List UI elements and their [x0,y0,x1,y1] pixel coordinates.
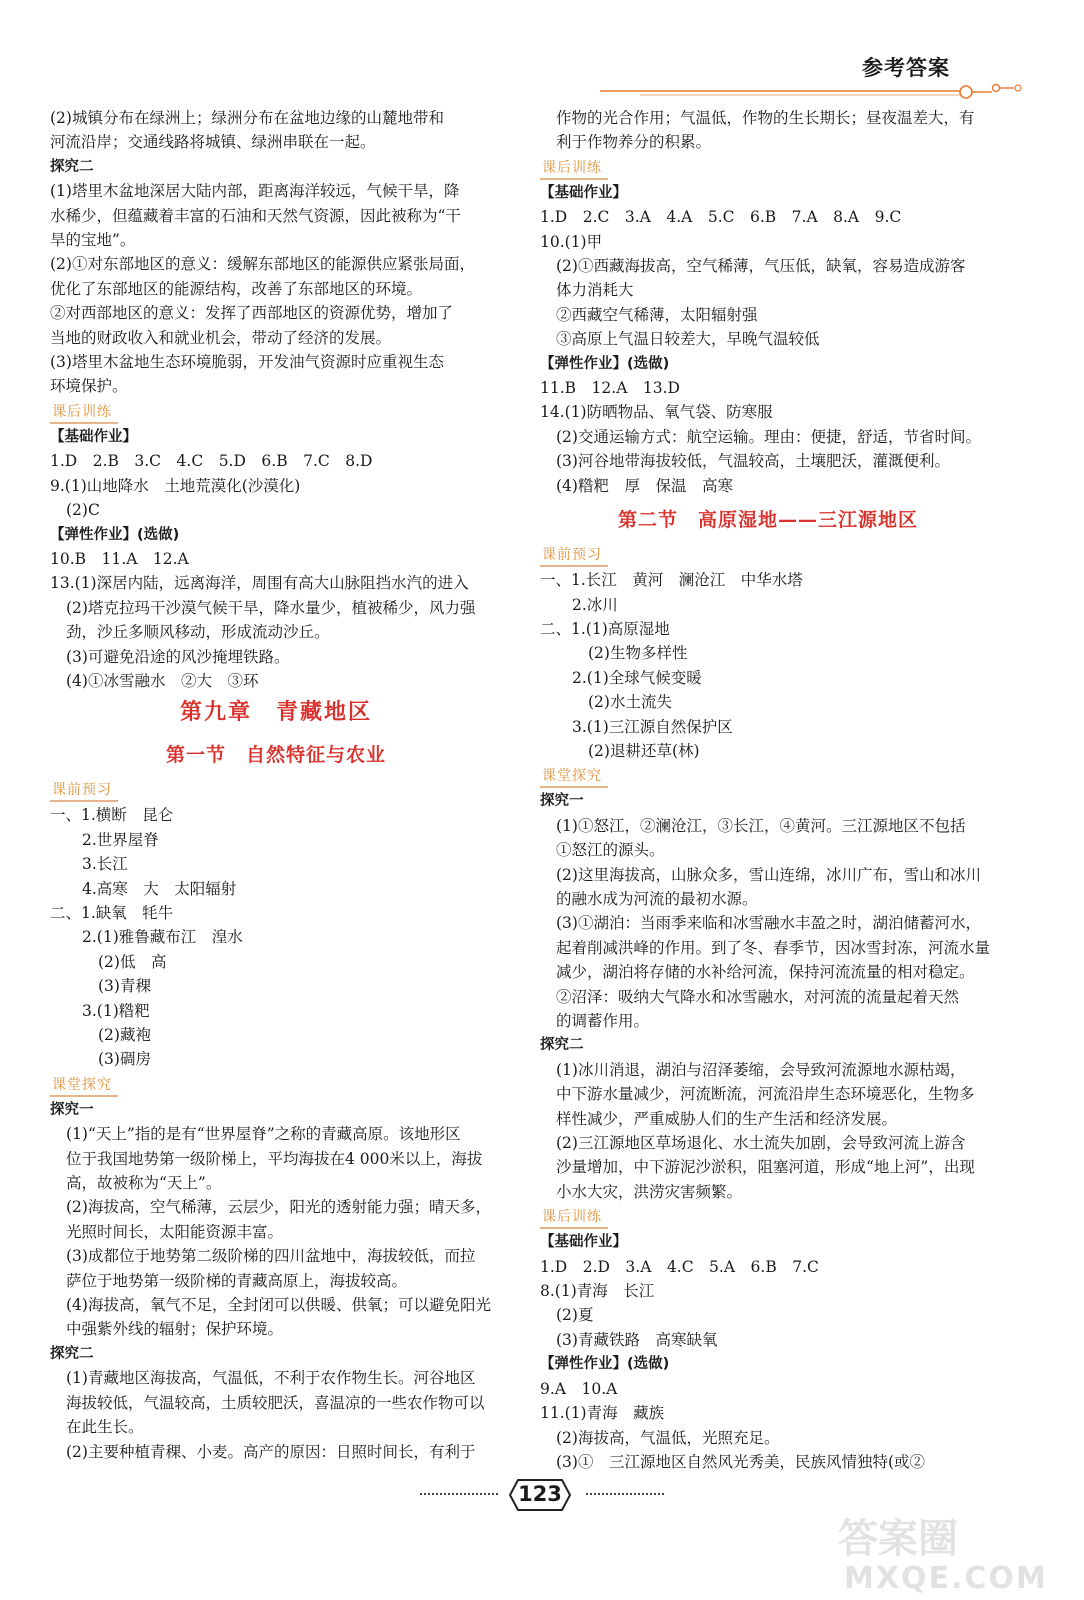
section-title: 第一节 自然特征与农业 [165,744,386,767]
subheading: 【弹性作业】(选做) [540,355,670,372]
answer-line: (4)①冰雪融水 ②大 ③环 [66,671,259,690]
answer-line: ②西藏空气稀薄，太阳辐射强 [556,305,758,324]
answer-line: 高，故被称为“天上”。 [66,1174,222,1193]
answer-line: ③高原上气温日较差大，早晚气温较低 [556,330,820,349]
answer-line: ①怒江的源头。 [556,841,665,860]
answer-line: 一、1.长江 黄河 澜沧江 中华水塔 [540,571,803,590]
answer-line: 体力消耗大 [556,281,634,300]
answer-line: 2.(1)全球气候变暖 [572,668,702,687]
answer-line: 9.(1)山地降水 土地荒漠化(沙漠化) [50,476,301,495]
right-column [540,106,996,1474]
answer-line: 3.(1)三江源自然保护区 [572,717,733,736]
section-tag-row [540,763,996,789]
page-footer [420,1476,664,1512]
subheading: 探究二 [540,1037,584,1054]
answer-line: (3)塔里木盆地生态环境脆弱，开发油气资源时应重视生态 [50,353,444,372]
section-tag-row [50,399,502,425]
header-decoration [600,80,1030,104]
subheading: 探究二 [50,1345,94,1362]
answer-line: 9.A 10.A [540,1379,618,1398]
answer-line: 3.长江 [82,855,128,874]
section-tag-row [540,1204,996,1230]
answer-line: 13.(1)深居内陆，远离海洋，周围有高大山脉阻挡水汽的进入 [50,574,469,593]
answer-line: 当地的财政收入和就业机会，带动了经济的发展。 [50,328,392,347]
section-tag-row [50,1072,502,1098]
subheading: 【基础作业】 [50,428,137,445]
answer-line: (3)可避免沿途的风沙掩埋铁路。 [66,647,290,666]
left-column [50,106,502,1464]
answer-line: ②沼泽：吸纳大气降水和冰雪融水，对河流的流量起着天然 [556,987,960,1006]
answer-line: 萨位于地势第一级阶梯的青藏高原上，海拔较高。 [66,1271,408,1290]
answer-line: (2)这里海拔高，山脉众多，雪山连绵，冰川广布，雪山和冰川 [556,865,981,884]
section-tag: 课堂探究 [50,1075,118,1097]
header-title: 参考答案 [862,56,950,80]
answer-line: (4)海拔高，氧气不足，全封闭可以供暖、供氧；可以避免阳光 [66,1296,491,1315]
answer-line: 的融水成为河流的最初水源。 [556,889,758,908]
section-tag: 课前预习 [50,780,118,802]
answer-line: (2)海拔高，气温低，光照充足。 [556,1428,780,1447]
answer-line: 1.D 2.D 3.A 4.C 5.A 6.B 7.C [540,1257,819,1276]
answer-line: 中下游水量减少，河流断流，河流沿岸生态环境恶化，生物多 [556,1085,975,1104]
answer-line: (3)①湖泊：当雨季来临和冰雪融水丰盈之时，湖泊储蓄河水， [556,914,981,933]
answer-line: (2)①对东部地区的意义：缓解东部地区的能源供应紧张局面， [50,255,475,274]
answer-line: (1)“天上”指的是有“世界屋脊”之称的青藏高原。该地形区 [66,1125,461,1144]
section-tag: 课堂探究 [540,766,608,788]
section-tag-row [540,542,996,568]
section-tag: 课后训练 [540,1207,608,1229]
answer-line: (2)藏袍 [98,1026,151,1044]
answer-line: (3)① 三江源地区自然风光秀美，民族风情独特(或② [556,1452,926,1471]
answer-line: (2)主要种植青稞、小麦。高产的原因：日照时间长，有利于 [66,1442,476,1461]
answer-line: 1.D 2.C 3.A 4.A 5.C 6.B 7.A 8.A 9.C [540,208,902,227]
answer-line: 环境保护。 [50,377,128,396]
answer-line: 中强紫外线的辐射；保护环境。 [66,1320,284,1339]
answer-line: (2)低 高 [98,952,167,971]
answer-line: 样性减少，严重威胁人们的生产生活和经济发展。 [556,1109,898,1128]
answer-line: (3)成都位于地势第二级阶梯的四川盆地中，海拔较低，而拉 [66,1247,476,1266]
section-tag: 课后训练 [540,158,608,180]
watermark-logo [830,1508,1070,1594]
answer-line: 起着削减洪峰的作用。到了冬、春季节，因冰雪封冻，河流水量 [556,938,991,957]
answer-line: 小水大灾，洪涝灾害频繁。 [556,1182,743,1201]
answer-line: (2)水土流失 [588,693,672,712]
answer-line: 优化了东部地区的能源结构，改善了东部地区的环境。 [50,279,423,298]
chapter-title: 第九章 青藏地区 [179,700,372,726]
answer-line: 1.D 2.B 3.C 4.C 5.D 6.B 7.C 8.D [50,452,373,471]
section-tag: 课后训练 [50,402,118,424]
answer-line: (2)三江源地区草场退化、水土流失加剧，会导致河流上游含 [556,1134,966,1153]
subheading: 【弹性作业】(选做) [50,526,180,543]
answer-line: (2)退耕还草(林) [588,741,700,760]
answer-line: 沙量增加，中下游泥沙淤积，阻塞河道，形成“地上河”，出现 [556,1158,975,1177]
answer-line: 河流沿岸；交通线路将城镇、绿洲串联在一起。 [50,133,376,152]
answer-line: 4.高寒 大 太阳辐射 [82,879,237,898]
answer-line: 11.B 12.A 13.D [540,379,680,398]
answer-line: (1)冰川消退，湖泊与沼泽萎缩，会导致河流源地水源枯竭， [556,1060,966,1079]
answer-line: 2.(1)雅鲁藏布江 湟水 [82,928,243,947]
answer-line: 位于我国地势第一级阶梯上，平均海拔在4 000米以上，海拔 [66,1149,483,1168]
page-number-badge [508,1478,572,1512]
answer-line: (2)城镇分布在绿洲上；绿洲分布在盆地边缘的山麓地带和 [50,109,444,127]
answer-line: (4)糌粑 厚 保温 高寒 [556,476,733,495]
subheading: 探究一 [540,793,584,810]
watermark-cn: 答案圈 [838,1516,958,1562]
section-tag-row [50,777,502,803]
answer-line: ②对西部地区的意义：发挥了西部地区的资源优势，增加了 [50,304,454,323]
answer-line: 10.B 11.A 12.A [50,549,189,568]
footer-dots-right [586,1493,664,1495]
answer-line: (2)塔克拉玛干沙漠气候干旱，降水量少，植被稀少，风力强 [66,598,476,617]
section-tag-row [540,155,996,181]
answer-line: (2)海拔高，空气稀薄，云层少，阳光的透射能力强；晴天多， [66,1198,491,1217]
answer-line: 海拔较低，气温较高，土质较肥沃，喜温凉的一些农作物可以 [66,1393,485,1412]
subheading: 【基础作业】 [540,184,627,201]
subheading: 探究一 [50,1101,94,1118]
answer-line: (2)交通运输方式：航空运输。理由：便捷，舒适，节省时间。 [556,427,981,446]
answer-line: 14.(1)防晒物品、氧气袋、防寒服 [540,403,773,422]
answer-line: (2)生物多样性 [588,644,688,663]
answer-line: 劲，沙丘多顺风移动，形成流动沙丘。 [66,623,330,642]
answer-line: 一、1.横断 昆仑 [50,806,174,825]
answer-line: (3)青稞 [98,977,151,996]
answer-line: (2)C [66,501,100,520]
subheading: 【基础作业】 [540,1234,627,1251]
page-number: 123 [518,1482,562,1506]
answer-line: 的调蓄作用。 [556,1012,650,1030]
answer-line: 10.(1)甲 [540,232,603,251]
answer-line: 减少，湖泊将存储的水补给河流，保持河流流量的相对稳定。 [556,963,975,982]
answer-line: 二、1.(1)高原湿地 [540,619,670,638]
answer-line: 二、1.缺氧 牦牛 [50,903,174,922]
answer-line: 11.(1)青海 藏族 [540,1404,665,1423]
answer-line: (3)河谷地带海拔较低，气温较高，土壤肥沃，灌溉便利。 [556,452,950,471]
subheading: 【弹性作业】(选做) [540,1356,670,1373]
subheading: 探究二 [50,158,94,175]
answer-line: (1)①怒江，②澜沧江，③长江，④黄河。三江源地区不包括 [556,816,966,835]
section-tag: 课前预习 [540,545,608,567]
answer-line: 光照时间长，太阳能资源丰富。 [66,1222,284,1241]
answer-line: 2.世界屋脊 [82,830,159,849]
answer-line: (3)青藏铁路 高寒缺氧 [556,1330,718,1349]
answer-line: 水稀少，但蕴藏着丰富的石油和天然气资源，因此被称为“干 [50,206,461,225]
answer-line: 旱的宝地”。 [50,231,136,250]
answer-line: (2)夏 [556,1306,594,1325]
answer-line: 2.冰川 [572,595,618,614]
answer-line: 利于作物养分的积累。 [556,133,712,152]
answer-line: 3.(1)糌粑 [82,1001,150,1020]
answer-line: 在此生长。 [66,1418,144,1437]
answer-line: (1)塔里木盆地深居大陆内部，距离海洋较远，气候干旱，降 [50,182,460,201]
watermark-en: MXQE.COM [844,1561,1048,1594]
answer-line: (1)青藏地区海拔高，气温低，不利于农作物生长。河谷地区 [66,1369,476,1388]
answer-line: (3)碉房 [98,1050,151,1069]
answer-line: 作物的光合作用；气温低，作物的生长期长；昼夜温差大，有 [556,109,975,127]
footer-dots-left [420,1493,498,1495]
section-title: 第二节 高原湿地——三江源地区 [617,509,918,532]
answer-line: (2)①西藏海拔高，空气稀薄，气压低，缺氧，容易造成游客 [556,257,966,276]
answer-line: 8.(1)青海 长江 [540,1282,655,1301]
